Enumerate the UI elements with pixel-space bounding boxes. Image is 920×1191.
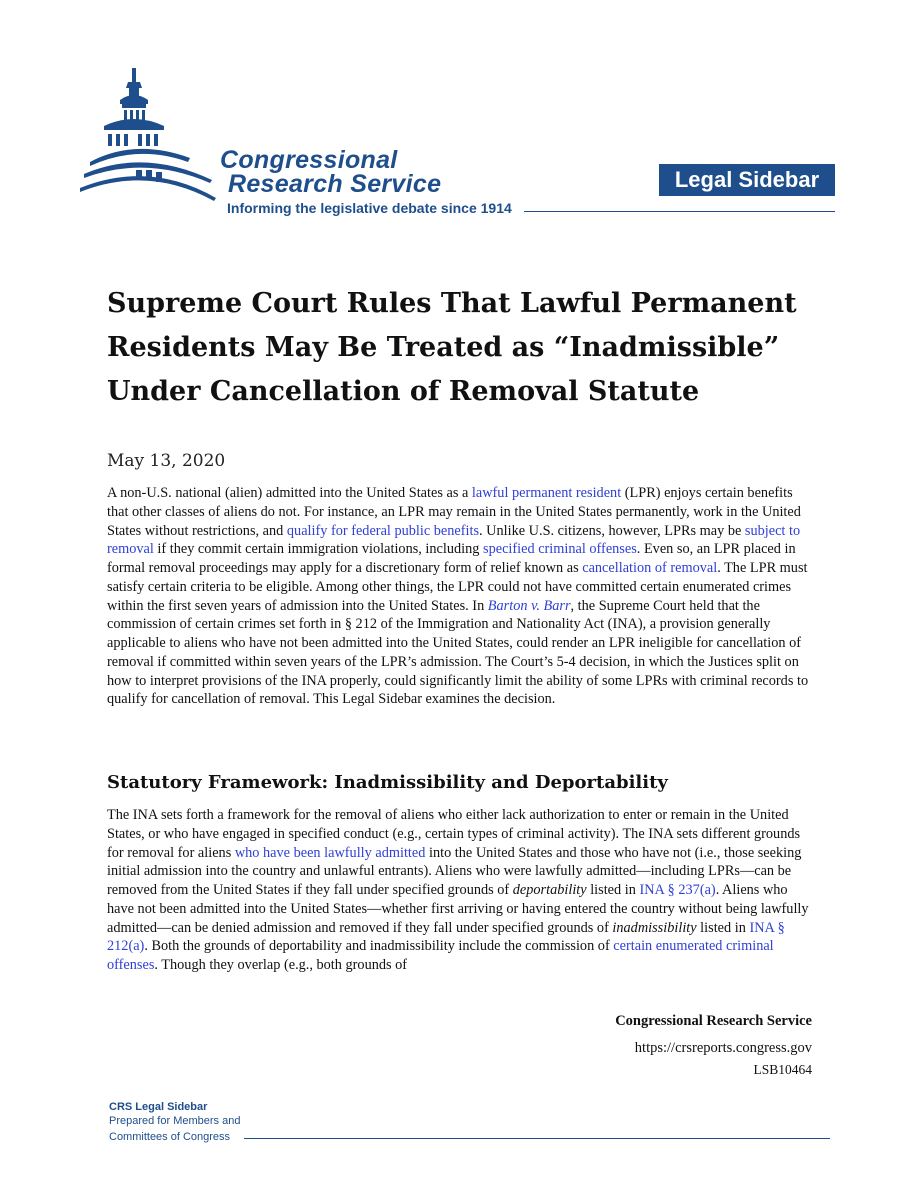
intro-paragraph — [107, 484, 815, 709]
text-run: if they commit certain immigration violations, including — [153, 541, 484, 558]
footer-prepared-line1: Prepared for Members and — [109, 1115, 241, 1127]
section-paragraph — [107, 806, 815, 975]
crs-logo — [80, 66, 540, 221]
text-run: The INA sets forth a framework for the removal of aliens who either lack authorization to enter or remain in the United States, or who have engaged in specified conduct (e.g., certain types of criminal activity). The INA sets different grounds for removal for aliens — [107, 807, 801, 861]
text-run: listed in — [696, 919, 750, 936]
text-run: listed in — [586, 882, 640, 898]
link-subject-to-removal[interactable]: subject to removal — [107, 522, 801, 558]
legal-sidebar-badge: Legal Sidebar — [659, 164, 835, 196]
report-number: LSB10464 — [753, 1062, 812, 1077]
footer-divider — [244, 1138, 830, 1139]
text-run: into the United States and those who have not (i.e., those seeking initial admission into the country and unlawful entrants). Aliens who were lawfully admitted—including LPRs—can be removed from the United States if they fall under specified grounds of — [107, 844, 802, 898]
link-ina-237a[interactable]: INA § 237(a) — [639, 882, 716, 898]
text-run: (LPR) enjoys certain benefits that other classes of aliens do not. For instance, an LPR may remain in the United States permanently, work in the United States without restrictions, and — [107, 485, 801, 539]
header-divider — [524, 211, 835, 212]
footer-series: CRS Legal Sidebar — [109, 1101, 208, 1113]
term-deportability: deportability — [512, 882, 587, 898]
brand-tagline: Informing the legislative debate since 1914 — [227, 200, 512, 216]
link-barton-v-barr[interactable]: Barton v. Barr — [487, 597, 571, 614]
footer-url[interactable]: https://crsreports.congress.gov — [634, 1040, 812, 1056]
link-lawfully-admitted[interactable]: who have been lawfully admitted — [234, 844, 426, 861]
capitol-dome-icon — [80, 66, 220, 221]
brand-name-line2: Research Service — [228, 170, 442, 198]
link-criminal-offenses[interactable]: certain enumerated criminal offenses — [107, 938, 774, 973]
text-run: . Unlike U.S. citizens, however, LPRs may be — [479, 522, 745, 539]
text-run: . Aliens who have not been admitted into the United States—whether first arriving or having entered the country without being lawfully admitted—can be denied admission and removed if they fall under specified grounds of — [107, 882, 809, 936]
text-run: . Even so, an LPR placed in formal removal proceedings may apply for a discretionary form of relief known as — [107, 541, 796, 576]
publication-date: May 13, 2020 — [107, 451, 226, 471]
text-run: A non-U.S. national (alien) admitted into the United States as a — [107, 485, 472, 501]
term-inadmissibility: inadmissibility — [612, 919, 697, 936]
text-run: . Both the grounds of deportability and inadmissibility include the commission of — [144, 938, 614, 955]
link-ina-212a[interactable]: INA § 212(a) — [107, 919, 785, 955]
link-specified-criminal-offenses[interactable]: specified criminal offenses — [483, 541, 637, 558]
link-lawful-permanent-resident[interactable]: lawful permanent resident — [471, 485, 622, 501]
section-heading: Statutory Framework: Inadmissibility and Deportability — [107, 772, 668, 793]
link-cancellation-of-removal[interactable]: cancellation of removal — [582, 560, 718, 576]
footer-org: Congressional Research Service — [615, 1013, 812, 1029]
page-title: Supreme Court Rules That Lawful Permanent Residents May Be Treated as “Inadmissible” Under Cancellation of Removal Statute — [107, 288, 797, 407]
text-run: . The LPR must satisfy certain criteria to be eligible. Among other things, the LPR could not have committed certain enumerated crimes within the first seven years of admission into the United States. In — [107, 560, 808, 614]
link-federal-public-benefits[interactable]: qualify for federal public benefits — [286, 522, 480, 539]
text-run: . Though they overlap (e.g., both grounds of — [154, 957, 408, 973]
text-run: , the Supreme Court held that the commission of certain crimes set forth in § 212 of the Immigration and Nationality Act (INA), a provision generally applicable to aliens who have not been admitted into the United States, could render an LPR ineligible for cancellation of removal if committed within seven years of the LPR’s admission. The Court’s 5-4 decision, in which the Justices split on how to interpret provisions of the INA properly, could significantly limit the ability of some LPRs with criminal records to qualify for cancellation of removal. This Legal Sidebar examines the decision. — [107, 597, 809, 708]
brand-name-line1: Congressional — [220, 146, 398, 174]
footer-prepared-line2: Committees of Congress — [109, 1131, 231, 1143]
